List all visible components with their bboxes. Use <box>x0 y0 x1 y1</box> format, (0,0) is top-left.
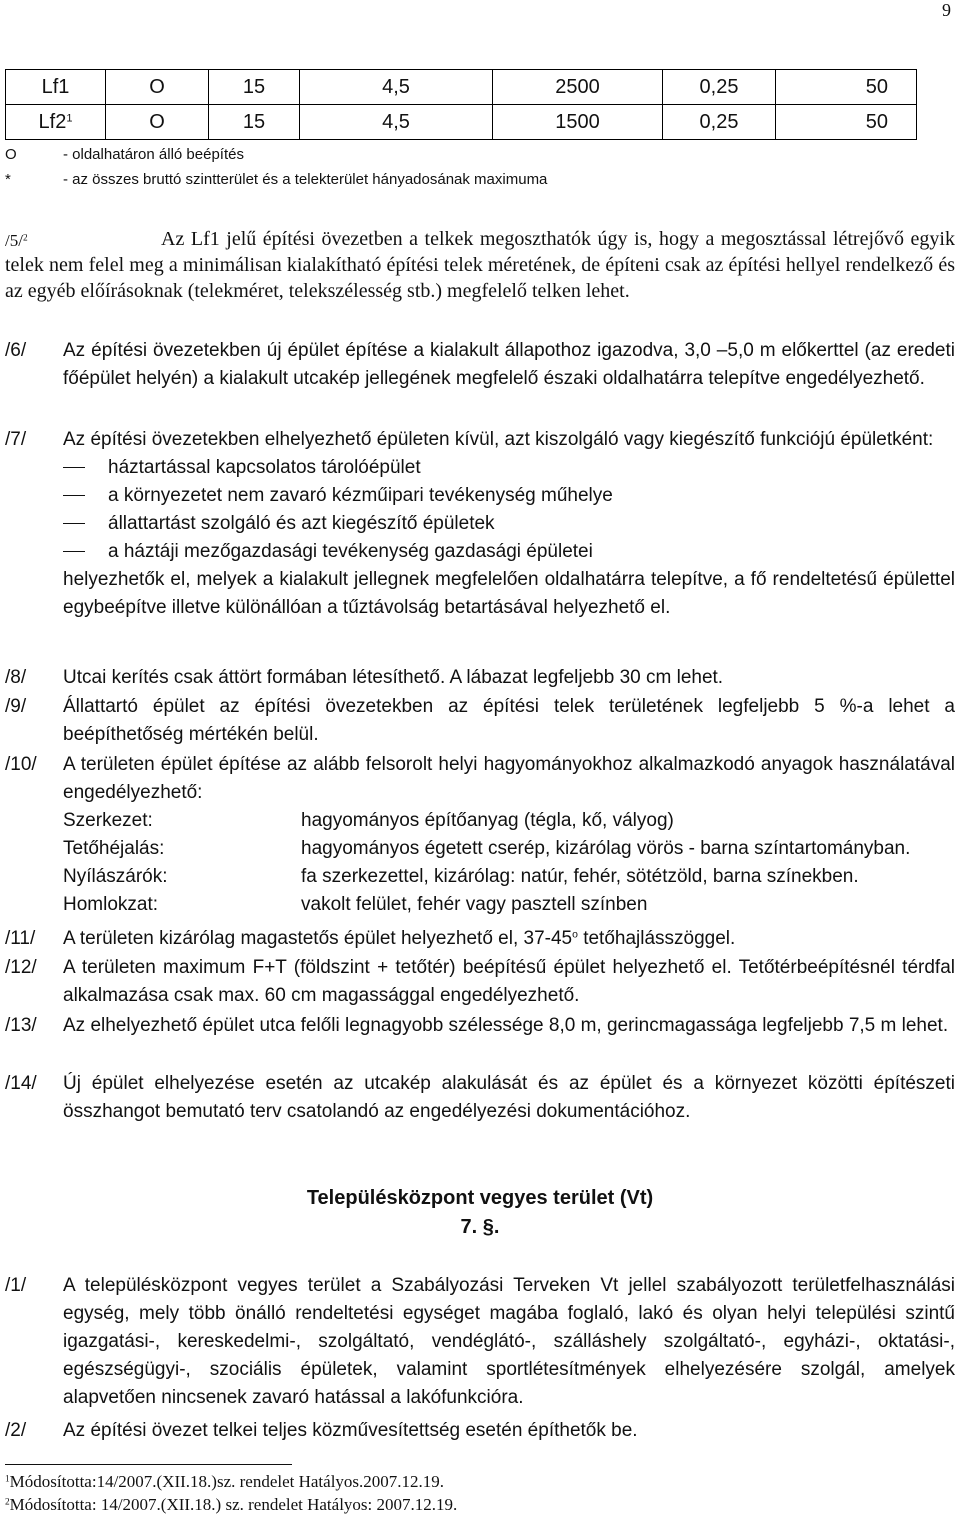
list-item: a környezetet nem zavaró kézműipari tevékenység műhelye <box>63 482 955 510</box>
paragraph-text: Az elhelyezhető épület utca felőli legnagyobb szélessége 8,0 m, gerincmagassága legfeljebb 7,5 m lehet. <box>63 1015 949 1036</box>
paragraph-12: /12/ A területen maximum F+T (földszint + tetőtér) beépítésű épület helyezhető el. Tetőtérbeépítésnél térdfal alkalmazása csak max. 60 cm magassággal engedélyezhető. <box>5 954 955 1010</box>
table-cell: Lf1 <box>6 70 106 105</box>
paragraph-s2: /2/ Az építési övezet telkei teljes közművesítettség esetén építhetők be. <box>5 1417 955 1445</box>
paragraph-9: /9/ Állattartó épület az építési övezetekben az építési telek területének legfeljebb 5 %-a lehet a beépíthetőség mértékén belül. <box>5 693 955 749</box>
footnote: $^1$Módosította:14/2007.(XII.18.)sz. rendelet Hatályos.2007.12.19. <box>5 1472 445 1491</box>
paragraph-11: /11/ A területen kizárólag magastetős épület helyezhető el, 37-45$^o$ tetőhajlásszöggel. <box>5 928 736 949</box>
table-row <box>6 70 917 105</box>
paragraph-text: Az Lf1 jelű építési övezetben a telkek megoszthatók úgy is, hogy a megosztással létrejővő egyik telek nem felel meg a minimálisan kialakítható építési telek méretének, de építeni csak az építési hellyel rendelkező és az egyéb előírásoknak (telekméret, telekszélesség stb.) megfelelő telken lehet. <box>5 228 955 302</box>
material-row: Tetőhéjalás: hagyományos égetett cserép, kizárólag vörös - barna színtartományban. <box>63 838 911 859</box>
footnote-divider <box>5 1464 292 1465</box>
paragraph-text: A településközpont vegyes terület a Szabályozási Terveken Vt jellel szabályozott területfelhasználási egység, mely több önálló rendeltetési egységet magába foglaló, lakó és olyan helyi települési szintű igazgatási-, kereskedelmi-, szolgáltató, vendéglátó-, szálláshely szolgáltató-, egyházi-, oktatási-, egészségügyi-, szociális épületek, valamint sportlétesítmények elhelyezésére szolgál, amelyek alapvetően nincsenek zavaró hatással a lakófunkcióra. <box>63 1275 955 1408</box>
table-cell: 15 <box>209 105 300 140</box>
paragraph-s1: /1/ A településközpont vegyes terület a Szabályozási Terveken Vt jellel szabályozott területfelhasználási egység, mely több önálló rendeltetési egységet magába foglaló, lakó és olyan helyi települési szintű igazgatási-, kereskedelmi-, szolgáltató, vendéglátó-, szálláshely szolgáltató-, egyházi-, oktatási-, egészségügyi-, szociális épületek, valamint sportlétesítmények elhelyezésére szolgál, amelyek alapvetően nincsenek zavaró hatással a lakófunkcióra. <box>5 1272 955 1412</box>
table-cell: 4,5 <box>300 70 493 105</box>
paragraph-8: /8/ Utcai kerítés csak áttört formában létesíthető. A lábazat legfeljebb 30 cm lehet. <box>5 664 955 692</box>
paragraph-text: Utcai kerítés csak áttört formában létesíthető. A lábazat legfeljebb 30 cm lehet. <box>63 667 724 688</box>
legend-item: O - oldalhatáron álló beépítés <box>5 146 244 163</box>
paragraph-text: Az építési övezet telkei teljes közművesítettség esetén építhetők be. <box>63 1420 638 1441</box>
table-cell: 0,25 <box>663 105 776 140</box>
paragraph-text: Az építési övezetekben elhelyezhető épületen kívül, azt kiszolgáló vagy kiegészítő funkciójú épületként: <box>63 429 934 450</box>
table-cell: O <box>106 70 209 105</box>
paragraph-text: helyezhetők el, melyek a kialakult jellegnek megfelelően oldalhatárra telepítve, a fő rendeltetésű épülettel egybeépítve illetve különállóan a tűztávolság betartásával helyezhető el. <box>63 569 955 618</box>
section-title: Településközpont vegyes terület (Vt) <box>306 1187 654 1209</box>
table-cell: 2500 <box>493 70 663 105</box>
table-row <box>6 105 917 140</box>
paragraph-6: /6/ Az építési övezetekben új épület építése a kialakult állapothoz igazodva, 3,0 –5,0 m előkerttel (az eredeti főépület helyén) a kialakult utcakép jellegének megfelelő északi oldalhatárra telepítve engedélyezhető. <box>5 337 955 393</box>
dash-bullet <box>63 523 85 524</box>
dash-bullet <box>63 467 85 468</box>
paragraph-5: /5/$^2$ Az Lf1 jelű építési övezetben a telkek megoszthatók úgy is, hogy a megosztással létrejővő egyik telek nem felel meg a minimálisan kialakítható építési telek méretének, de építeni csak az építési hellyel rendelkező és az egyéb előírásoknak (telekméret, telekszélesség stb.) megfelelő telken lehet. <box>5 228 955 302</box>
paragraph-text: Az építési övezetekben új épület építése a kialakult állapothoz igazodva, 3,0 –5,0 m előkerttel (az eredeti főépület helyén) a kialakult utcakép jellegének megfelelő északi oldalhatárra telepítve engedélyezhető. <box>63 340 955 389</box>
paragraph-14: /14/ Új épület elhelyezése esetén az utcakép alakulását és az épület és a környezet közötti építészeti összhangot bemutató terv csatolandó az engedélyezési dokumentációhoz. <box>5 1070 955 1126</box>
page-number: 9 <box>942 0 951 20</box>
table-cell: $Lf2^1$ <box>6 105 106 140</box>
section-number: 7. §. <box>460 1216 500 1238</box>
legend-item: * - az összes bruttó szintterület és a telekterület hányadosának maximuma <box>5 171 548 188</box>
table-cell: 50 <box>776 70 917 105</box>
paragraph-text: A területen épület építése az alább felsorolt helyi hagyományokhoz alkalmazkodó anyagok használatával engedélyezhető: <box>63 754 955 803</box>
paragraph-10: /10/ A területen épület építése az alább felsorolt helyi hagyományokhoz alkalmazkodó anyagok használatával engedélyezhető: Szerkezet: hagyományos építőanyag (tégla, kő, vályog) Tetőhéjalás: hagyományos égetett cserép, kizárólag vörös - barna színtartományban. Nyílászárók: fa szerkezettel, kizárólag: natúr, fehér, sötétzöld, barna színekben. Homlokzat: vakolt felület, fehér vagy pasztell színben <box>5 751 955 919</box>
dash-bullet <box>63 495 85 496</box>
list-item: állattartást szolgáló és azt kiegészítő épületek <box>63 510 955 538</box>
material-row: Homlokzat: vakolt felület, fehér vagy pasztell színben <box>63 894 648 915</box>
table-cell: 4,5 <box>300 105 493 140</box>
dash-bullet <box>63 551 85 552</box>
table-cell: 1500 <box>493 105 663 140</box>
table-cell: O <box>106 105 209 140</box>
paragraph-text: Új épület elhelyezése esetén az utcakép alakulását és az épület és a környezet közötti építészeti összhangot bemutató terv csatolandó az engedélyezési dokumentációhoz. <box>63 1073 955 1122</box>
list-item: a háztáji mezőgazdasági tevékenység gazdasági épületei <box>63 538 955 566</box>
material-row: Szerkezet: hagyományos építőanyag (tégla, kő, vályog) <box>63 810 674 831</box>
paragraph-text: Állattartó épület az építési övezetekben az építési telek területének legfeljebb 5 %-a lehet a beépíthetőség mértékén belül. <box>63 696 955 745</box>
table-cell: 15 <box>209 70 300 105</box>
paragraph-text: A területen maximum F+T (földszint + tetőtér) beépítésű épület helyezhető el. Tetőtérbeépítésnél térdfal alkalmazása csak max. 60 cm magassággal engedélyezhető. <box>63 957 955 1006</box>
footnote: $^2$Módosította: 14/2007.(XII.18.) sz. rendelet Hatályos: 2007.12.19. <box>5 1495 458 1514</box>
paragraph-7: /7/ Az építési övezetekben elhelyezhető épületen kívül, azt kiszolgáló vagy kiegészítő funkciójú épületként: háztartással kapcsolatos tárolóépület a környezetet nem zavaró kézműipari tevékenység műhelye állattartást szolgáló és azt kiegészítő épületek a háztáji mezőgazdasági tevékenység gazdasági épületei helyezhetők el, melyek a kialakult jellegnek megfelelően oldalhatárra telepítve, a fő rendeltetésű épülettel egybeépítve illetve különállóan a tűztávolság betartásával helyezhető el. <box>5 426 955 622</box>
table-cell: 50 <box>776 105 917 140</box>
zone-table <box>5 69 917 140</box>
table-cell: 0,25 <box>663 70 776 105</box>
list-item: háztartással kapcsolatos tárolóépület <box>63 454 955 482</box>
material-row: Nyílászárók: fa szerkezettel, kizárólag: natúr, fehér, sötétzöld, barna színekben. <box>63 866 859 887</box>
paragraph-13: /13/ Az elhelyezhető épület utca felőli legnagyobb szélessége 8,0 m, gerincmagassága legfeljebb 7,5 m lehet. <box>5 1012 955 1040</box>
